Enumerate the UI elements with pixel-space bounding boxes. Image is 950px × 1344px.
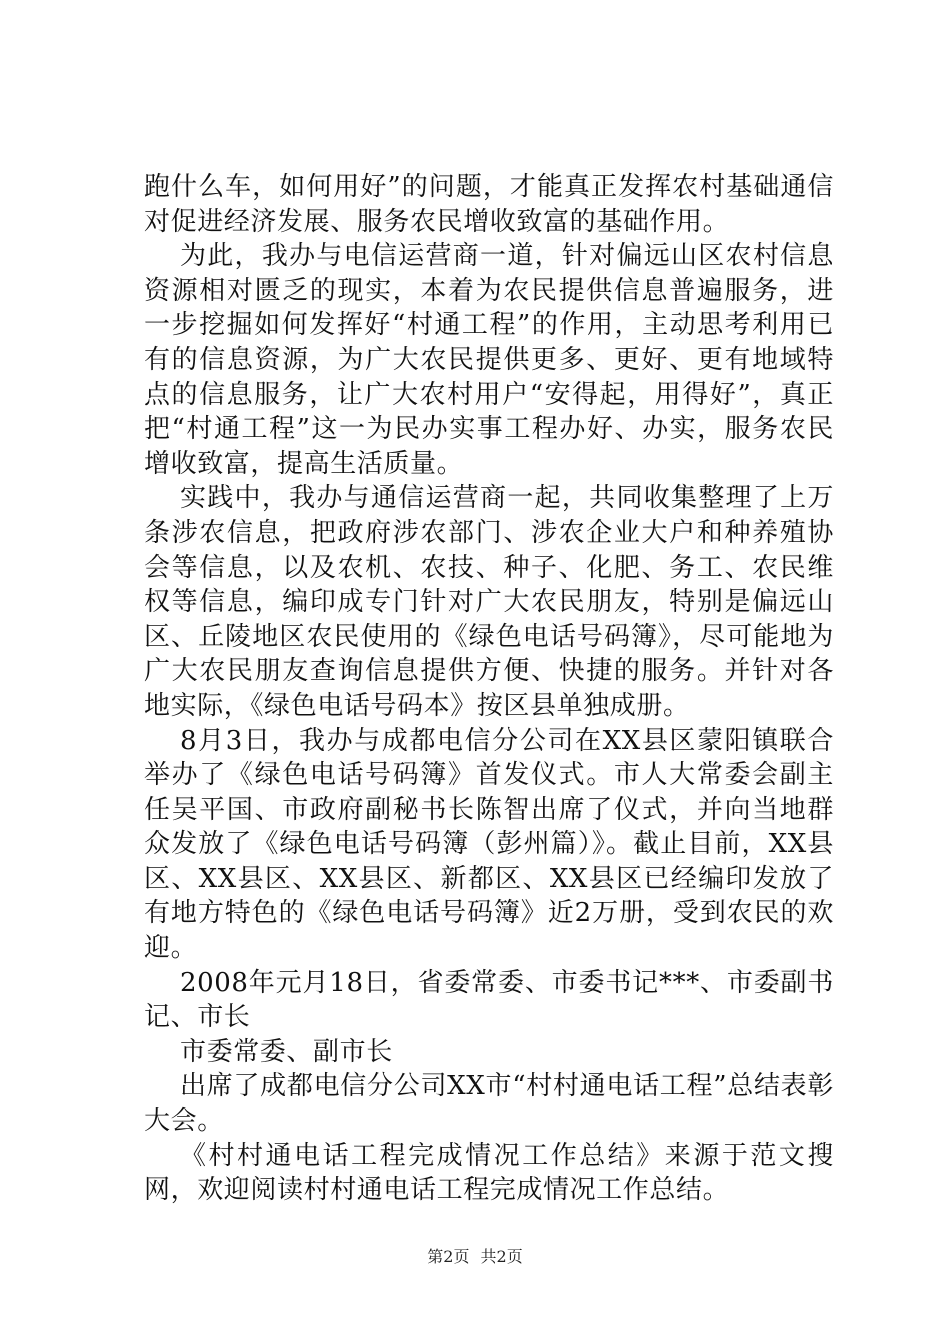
paragraph-4: 8月3日，我办与成都电信分公司在XX县区蒙阳镇联合举办了《绿色电话号码簿》首发仪式。市人大常委会副主任吴平国、市政府副秘书长陈智出席了仪式，并向当地群众发放了《绿色电话号码簿（彭州篇）》。截止目前，XX县区、XX县区、XX县区、新都区、XX县区已经编印发放了有地方特色的《绿色电话号码簿》近2万册，受到农民的欢迎。 <box>144 725 834 964</box>
page-footer <box>0 1244 950 1267</box>
paragraph-3: 实践中，我办与通信运营商一起，共同收集整理了上万条涉农信息，把政府涉农部门、涉农企业大户和种养殖协会等信息，以及农机、农技、种子、化肥、务工、农民维权等信息，编印成专门针对广大农民朋友，特别是偏远山区、丘陵地区农民使用的《绿色电话号码簿》，尽可能地为广大农民朋友查询信息提供方便、快捷的服务。并针对各地实际，《绿色电话号码本》按区县单独成册。 <box>144 483 834 721</box>
paragraph-7: 出席了成都电信分公司XX市“村村通电话工程”总结表彰大会。 <box>144 1071 834 1137</box>
document-body <box>144 170 834 1208</box>
paragraph-8: 《村村通电话工程完成情况工作总结》来源于范文搜网，欢迎阅读村村通电话工程完成情况工作总结。 <box>144 1140 834 1206</box>
paragraph-2: 为此，我办与电信运营商一道，针对偏远山区农村信息资源相对匮乏的现实，本着为农民提供信息普遍服务，进一步挖掘如何发挥好“村通工程”的作用，主动思考利用已有的信息资源，为广大农民提供更多、更好、更有地域特点的信息服务，让广大农村用户“安得起，用得好”，真正把“村通工程”这一为民办实事工程办好、办实，服务农民增收致富，提高生活质量。 <box>144 241 834 479</box>
paragraph-5: 2008年元月18日，省委常委、市委书记***、市委副书记、市长 <box>144 967 834 1033</box>
paragraph-1: 跑什么车，如何用好”的问题，才能真正发挥农村基础通信对促进经济发展、服务农民增收致富的基础作用。 <box>144 172 834 237</box>
page-number: 第2页 <box>427 1247 470 1266</box>
page-total: 共2页 <box>480 1247 523 1266</box>
paragraph-6: 市委常委、副市长 <box>180 1036 393 1067</box>
